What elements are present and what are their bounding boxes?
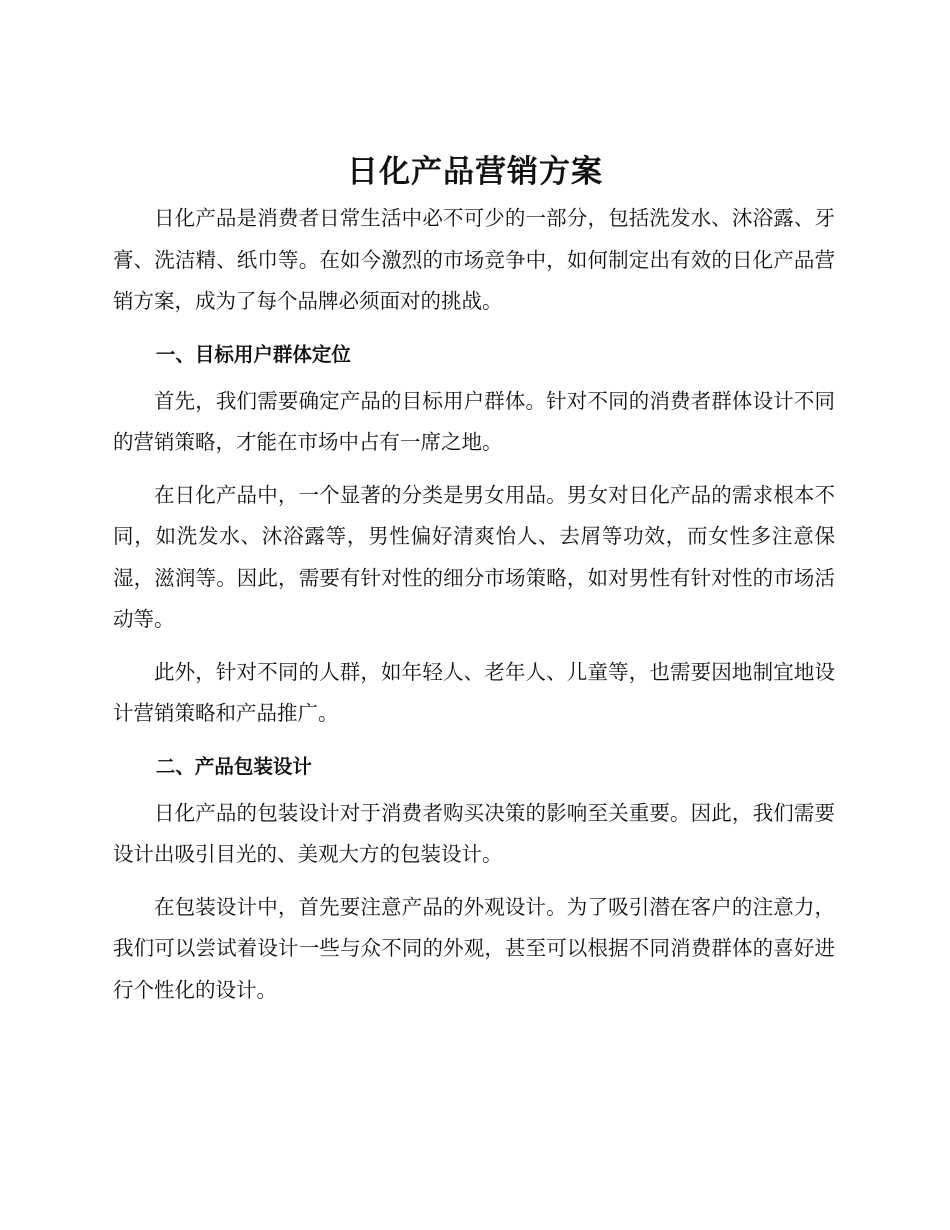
section-paragraph: 在包装设计中，首先要注意产品的外观设计。为了吸引潜在客户的注意力，我们可以尝试着设计一些与众不同的外观，甚至可以根据不同消费群体的喜好进行个性化的设计。 (113, 894, 835, 1002)
intro-paragraph: 日化产品是消费者日常生活中必不可少的一部分，包括洗发水、沐浴露、牙膏、洗洁精、纸巾等。在如今激烈的市场竞争中，如何制定出有效的日化产品营销方案，成为了每个品牌必须面对的挑战。 (113, 206, 835, 313)
section-paragraph: 首先，我们需要确定产品的目标用户群体。针对不同的消费者群体设计不同的营销策略，才能在市场中占有一席之地。 (113, 388, 835, 454)
section-packaging-design (113, 746, 835, 1012)
section-paragraph: 此外，针对不同的人群，如年轻人、老年人、儿童等，也需要因地制宜地设计营销策略和产品推广。 (113, 659, 835, 725)
section-paragraph: 在日化产品中，一个显著的分类是男女用品。男女对日化产品的需求根本不同，如洗发水、沐浴露等，男性偏好清爽怡人、去屑等功效，而女性多注意保湿，滋润等。因此，需要有针对性的细分市场策略，如对男性有针对性的市场活动等。 (113, 482, 835, 631)
section-target-users (113, 334, 835, 735)
section-paragraph: 日化产品的包装设计对于消费者购买决策的影响至关重要。因此，我们需要设计出吸引目光的、美观大方的包装设计。 (113, 800, 835, 866)
document-title: 日化产品营销方案 (347, 154, 603, 190)
section-heading: 一、目标用户群体定位 (155, 342, 351, 366)
document-body (113, 198, 835, 1022)
section-heading: 二、产品包装设计 (155, 754, 312, 778)
